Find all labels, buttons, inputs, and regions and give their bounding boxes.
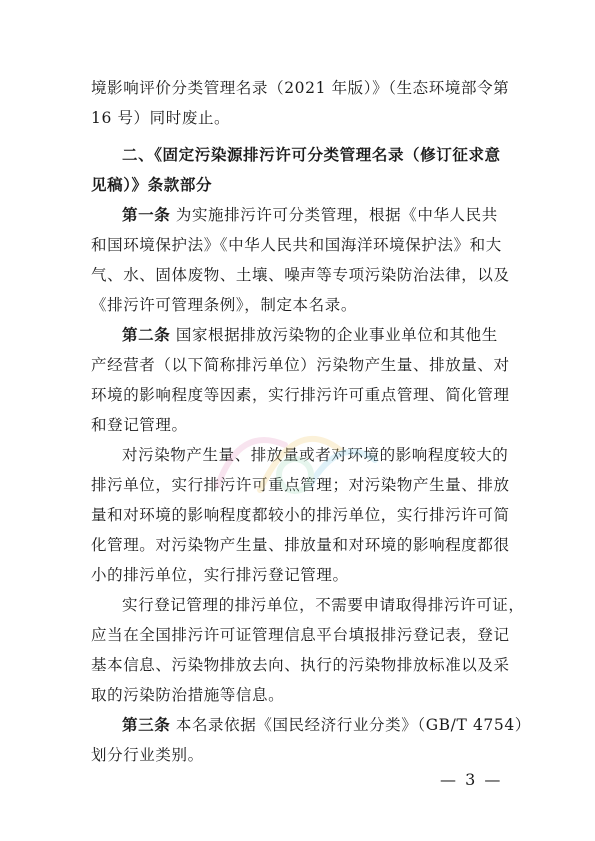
body-line [91,685,284,705]
body-line [91,565,349,585]
line-text: 境影响评价分类管理名录（2021 年版）》（生态环境部令第 [91,79,510,97]
body-line [91,295,357,315]
line-text: 16 号）同时废止。 [91,109,231,127]
line-text: 应当在全国排污许可证管理信息平台填报排污登记表，登记 [91,626,510,644]
body-line [91,625,510,645]
body-line [91,78,509,98]
page-number: — 3 — [440,770,503,789]
line-text: 气、水、固体废物、土壤、噪声等专项污染防治法律，以及 [91,266,510,284]
body-line [91,235,502,255]
article-number: 第三条 [122,716,171,734]
article-line [122,325,498,345]
section-heading [122,145,501,165]
article-line [122,205,498,225]
line-text: 产经营者（以下简称排污单位）污染物产生量、排放量、对 [91,356,510,374]
line-text: 环境的影响程度等因素，实行排污许可重点管理、简化管理 [91,386,510,404]
body-line [91,655,510,675]
heading-text: 二、《固定污染源排污许可分类管理名录（修订征求意 [122,146,501,164]
section-heading [91,175,212,195]
line-text: 划分行业类别。 [91,746,204,764]
line-text: 实行登记管理的排污单位，不需要申请取得排污许可证， [122,596,525,614]
line-text: 基本信息、污染物排放去向、执行的污染物排放标准以及采 [91,656,510,674]
body-line [91,108,230,128]
line-text: 小的排污单位，实行排污登记管理。 [91,566,349,584]
line-text: 化管理。对污染物产生量、排放量和对环境的影响程度都很 [91,536,510,554]
line-text: 《排污许可管理条例》，制定本名录。 [91,296,357,314]
line-text: 排污单位，实行排污许可重点管理；对污染物产生量、排放 [91,476,510,494]
body-line [91,355,510,375]
article-line [122,715,531,735]
line-text: 本名录依据《国民经济行业分类》（GB/T 4754） [170,716,531,734]
line-text: 量和对环境的影响程度都较小的排污单位，实行排污许可简 [91,506,510,524]
line-text: 为实施排污许可分类管理，根据《中华人民共 [170,206,498,224]
body-line [91,535,510,555]
article-number: 第一条 [122,206,171,224]
body-line [91,385,510,405]
body-line [122,595,525,615]
watermark-logo [200,405,390,515]
body-line [91,265,510,285]
body-line [91,745,204,765]
heading-text: 见稿）》条款部分 [91,176,213,194]
line-text: 取的污染防治措施等信息。 [91,686,285,704]
line-text: 国家根据排放污染物的企业事业单位和其他生 [170,326,498,344]
line-text: 和国环境保护法》《中华人民共和国海洋环境保护法》和大 [91,236,502,254]
line-text: 对污染物产生量、排放量或者对环境的影响程度较大的 [122,446,509,464]
line-text: 和登记管理。 [91,416,188,434]
article-number: 第二条 [122,326,171,344]
body-line [91,415,188,435]
